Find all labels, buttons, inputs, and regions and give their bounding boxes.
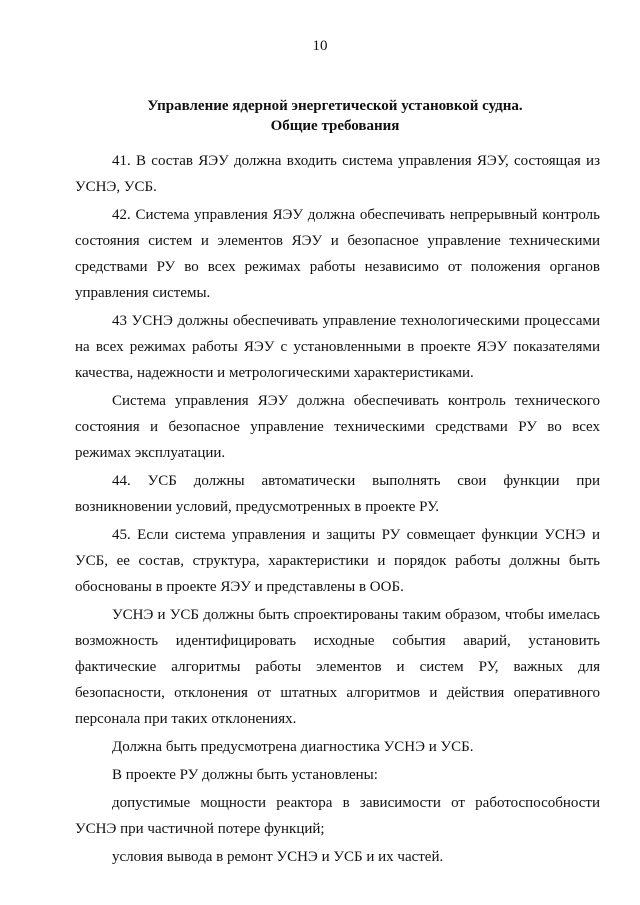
- paragraph-41: 41. В состав ЯЭУ должна входить система управления ЯЭУ, состоящая из УСНЭ, УСБ.: [75, 153, 600, 195]
- document-body: [75, 148, 600, 870]
- paragraph-repair-conditions: условия вывода в ремонт УСНЭ и УСБ и их частей.: [112, 849, 444, 865]
- paragraph-45: 45. Если система управления и защиты РУ совмещает функции УСНЭ и УСБ, ее состав, структура, характеристики и порядок работы должны быть обоснованы в проекте ЯЭУ и представлены в ООБ.: [75, 527, 600, 595]
- paragraph-44: 44. УСБ должны автоматически выполнять свои функции при возникновении условий, предусмотренных в проекте РУ.: [75, 473, 600, 515]
- page-number: 10: [312, 38, 328, 54]
- section-heading: [70, 96, 600, 136]
- paragraph-diagnostics: Должна быть предусмотрена диагностика УСНЭ и УСБ.: [112, 739, 474, 755]
- paragraph-allowed-power: допустимые мощности реактора в зависимости от работоспособности УСНЭ при частичной потере функций;: [75, 795, 600, 837]
- paragraph-42: 42. Система управления ЯЭУ должна обеспечивать непрерывный контроль состояния систем и элементов ЯЭУ и безопасное управление техническими средствами РУ во всех режимах работы независимо от положения органов управления системы.: [75, 207, 600, 301]
- heading-line-2: Общие требования: [270, 118, 400, 134]
- paragraph-project-requirements: В проекте РУ должны быть установлены:: [112, 767, 378, 783]
- paragraph-43: 43 УСНЭ должны обеспечивать управление технологическими процессами на всех режимах работы ЯЭУ с установленными в проекте ЯЭУ показателями качества, надежности и метрологическими характеристиками.: [75, 313, 600, 381]
- paragraph-45-continued: УСНЭ и УСБ должны быть спроектированы таким образом, чтобы имелась возможность идентифицировать исходные события аварий, установить фактические алгоритмы работы элементов и систем РУ, важных для безопасности, отклонения от штатных алгоритмов и действия оперативного персонала при таких отклонениях.: [75, 607, 600, 727]
- heading-line-1: Управление ядерной энергетической установкой судна.: [147, 98, 523, 114]
- paragraph-43-continued: Система управления ЯЭУ должна обеспечивать контроль технического состояния и безопасное управление техническими средствами РУ во всех режимах эксплуатации.: [75, 393, 600, 461]
